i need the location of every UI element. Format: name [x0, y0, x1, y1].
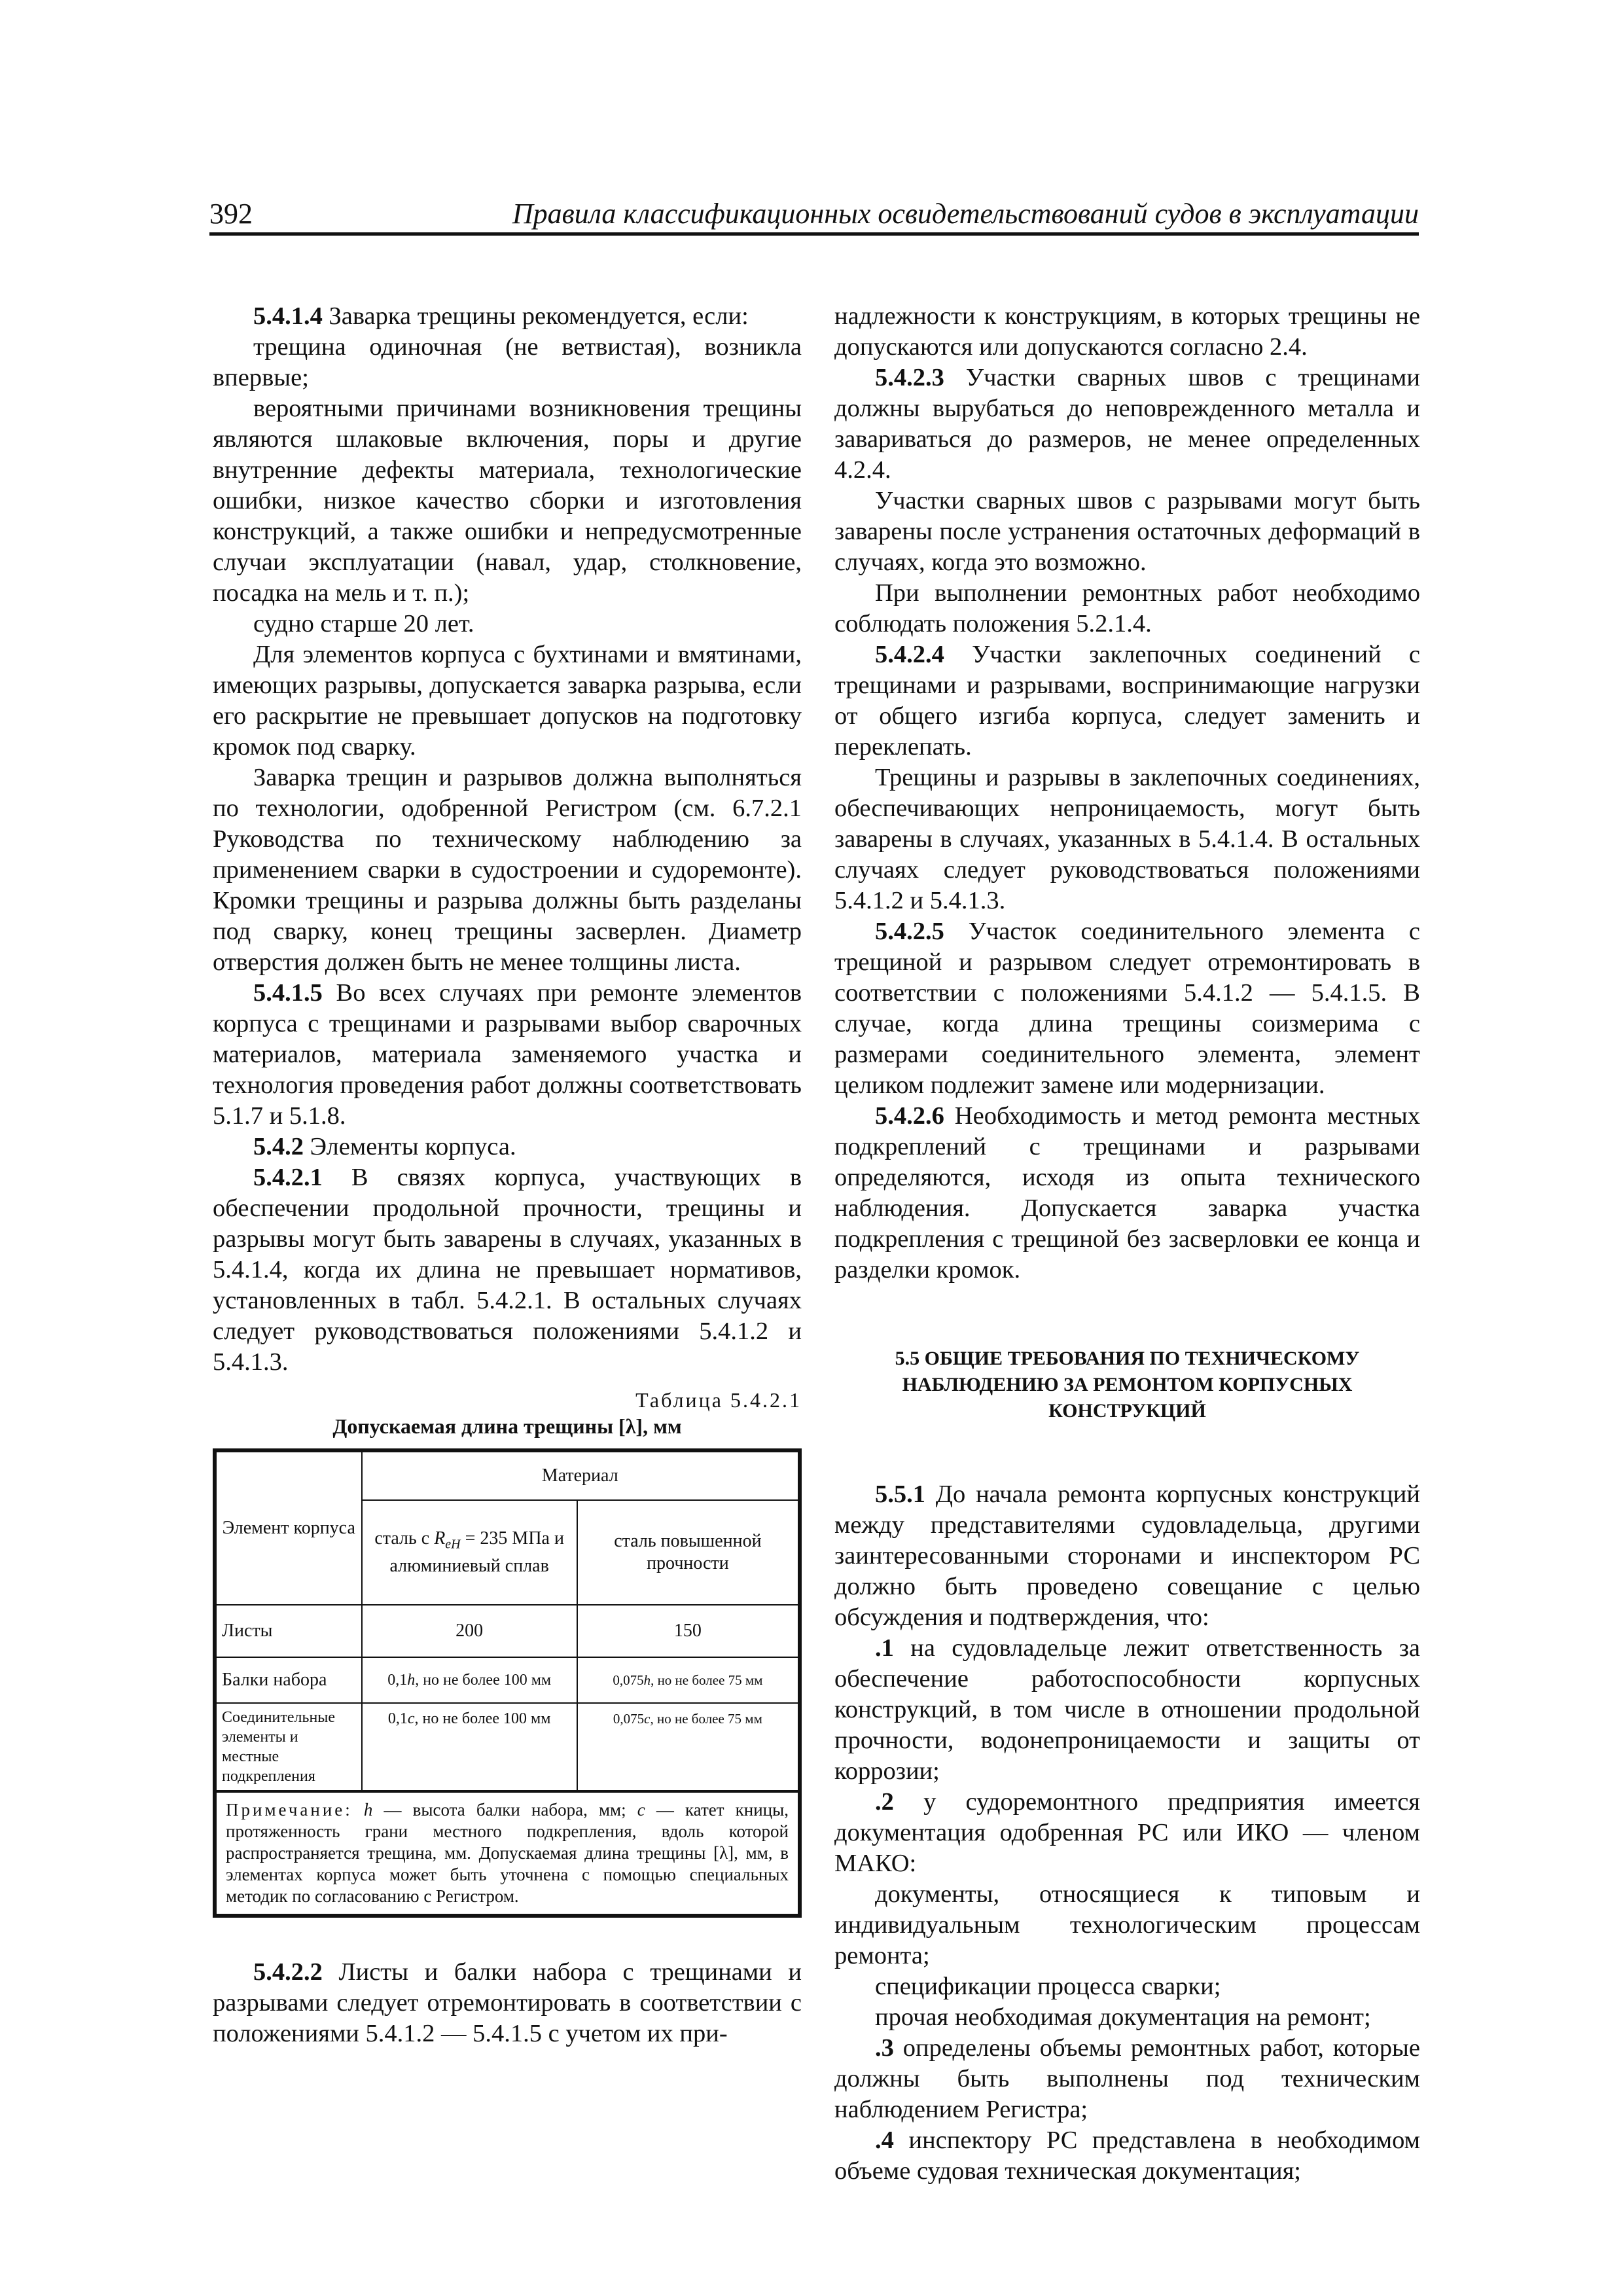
crack-length-table [215, 1451, 799, 1915]
page-header [209, 196, 1419, 236]
clause-number: 5.4.1.5 [253, 979, 323, 1007]
table-row: Листы 200 150 [216, 1605, 798, 1657]
paragraph: прочая необходимая документация на ремонт; [875, 2003, 1371, 2031]
paragraph: вероятными причинами возникновения трещины являются шлаковые включения, поры и другие внутренние дефекты материала, технологические ошибки, низкое качество сборки и изготовления конструкций, а также ошибки и непредусмотренные случаи эксплуатации (навал, удар, столкновение, посадка на мель и т. п.); [213, 395, 802, 607]
paragraph-5-4-2-3: 5.4.2.3 Участки сварных швов с трещинами должны вырубаться до неповрежденного металла и завариваться до размеров, не менее определенных 4.2.4. [834, 364, 1420, 484]
header-steel-normal: сталь с $R_{eH} = 235$ МПа и алюминиевый сплав [362, 1500, 577, 1605]
header-element: Элемент корпуса [216, 1452, 362, 1605]
paragraph: судно старше 20 лет. [253, 610, 474, 637]
table-note: Примечание: h — высота балки набора, мм; c — катет кницы, протяженность грани местного подкрепления, вдоль которой распространяется трещина, мм. Допускаемая длина трещины [λ], мм, в элементах корпуса может быть уточнена с помощью специальных методик по согласованию с Регистром. [216, 1791, 798, 1914]
running-title: Правила классификационных освидетельствований судов в эксплуатации [512, 198, 1419, 230]
paragraph-5-4-2-2: 5.4.2.2 Листы и балки набора с трещинами и разрывами следует отремонтировать в соответствии с положениями 5.4.1.2 — 5.4.1.5 с учетом их при- [213, 1958, 802, 2047]
left-column [213, 301, 802, 2049]
paragraph-5-4-2-6: 5.4.2.6 Необходимость и метод ремонта местных подкреплений с трещинами и разрывами определяются, исходя из опыта технического наблюдения. Допускается заварка участка подкрепления с трещиной без засверловки ее конца и разделки кромок. [834, 1102, 1420, 1283]
list-item: .3 определены объемы ремонтных работ, которые должны быть выполнены под техническим наблюдением Регистра; [834, 2034, 1420, 2123]
paragraph-5-4-2-1: 5.4.2.1 В связях корпуса, участвующих в обеспечении продольной прочности, трещины и разрывы могут быть заварены в случаях, указанных в 5.4.1.4, когда их длина не превышает нормативов, установленных в табл. 5.4.2.1. В остальных случаях следует руководствоваться положениями 5.4.1.2 и 5.4.1.3. [213, 1164, 802, 1376]
paragraph: надлежности к конструкциям, в которых трещины не допускаются или допускаются согласно 2.4. [834, 302, 1420, 361]
paragraph-5-4-2-5: 5.4.2.5 Участок соединительного элемента с трещиной и разрывом следует отремонтировать в соответствии с положениями 5.4.1.2 — 5.4.1.5. В случае, когда длина трещины соизмерима с размерами соединительного элемента, элемент целиком подлежит замене или модернизации. [834, 918, 1420, 1099]
clause-number: 5.4.2.1 [253, 1164, 323, 1191]
section-heading: 5.5 ОБЩИЕ ТРЕБОВАНИЯ ПО ТЕХНИЧЕСКОМУ НАБЛЮДЕНИЮ ЗА РЕМОНТОМ КОРПУСНЫХ КОНСТРУКЦИЙ [895, 1348, 1360, 1422]
clause-number: 5.4.2.4 [875, 641, 944, 668]
clause-number: 5.4.2.3 [875, 364, 944, 391]
clause-number: 5.4.2.6 [875, 1102, 944, 1130]
paragraph-5-5-1: 5.5.1 До начала ремонта корпусных конструкций между представителями судовладельца, другими заинтересованными сторонами и инспектором РС должно быть проведено совещание с целью обсуждения и подтверждения, что: [834, 1480, 1420, 1631]
paragraph: спецификации процесса сварки; [875, 1973, 1221, 2000]
clause-number: 5.4.1.4 [253, 302, 323, 330]
list-item: .4 инспектору РС представлена в необходимом объеме судовая техническая документация; [834, 2126, 1420, 2185]
table-header-row [216, 1452, 798, 1500]
paragraph-5-4-2: 5.4.2 Элементы корпуса. [253, 1133, 516, 1160]
paragraph-5-4-2-4: 5.4.2.4 Участки заклепочных соединений с трещинами и разрывами, воспринимающие нагрузки от общего изгиба корпуса, следует заменить и переклепать. [834, 641, 1420, 761]
table-row: Балки набора 0,1h, но не более 100 мм 0,075h, но не более 75 мм [216, 1657, 798, 1703]
clause-number: 5.5.1 [875, 1480, 925, 1508]
paragraph-5-4-1-5: 5.4.1.5 Во всех случаях при ремонте элементов корпуса с трещинами и разрывами выбор сварочных материалов, материала заменяемого участка и технология проведения работ должны соответствовать 5.1.7 и 5.1.8. [213, 979, 802, 1130]
table-frame [213, 1448, 802, 1918]
paragraph: Для элементов корпуса с бухтинами и вмятинами, имеющих разрывы, допускается заварка разрыва, если его раскрытие не превышает допусков на подготовку кромок под сварку. [213, 641, 802, 761]
clause-number: 5.4.2.5 [875, 918, 944, 945]
paragraph-5-4-1-4: 5.4.1.4 Заварка трещины рекомендуется, если: [253, 302, 749, 330]
list-item: .2 у судоремонтного предприятия имеется документация одобренная РС или ИКО — членом МАКО: [834, 1788, 1420, 1877]
paragraph: документы, относящиеся к типовым и индивидуальным технологическим процессам ремонта; [834, 1880, 1420, 1969]
table-caption: Таблица 5.4.2.1 [635, 1388, 802, 1412]
table-note-row [216, 1791, 798, 1914]
paragraph: трещина одиночная (не ветвистая), возникла впервые; [213, 333, 802, 391]
right-column [834, 301, 1420, 2187]
clause-number: 5.4.2.2 [253, 1958, 323, 1986]
header-rule [209, 232, 1419, 236]
paragraph: Трещины и разрывы в заклепочных соединениях, обеспечивающих непроницаемость, могут быть заварены в случаях, указанных в 5.4.1.4. В остальных случаях следует руководствоваться положениями 5.4.1.2 и 5.4.1.3. [834, 764, 1420, 914]
paragraph: Заварка трещин и разрывов должна выполняться по технологии, одобренной Регистром (см. 6.7.2.1 Руководства по техническому наблюдению за применением сварки в судостроении и судоремонте). Кромки трещины и разрыва должны быть разделаны под сварку, конец трещины засверлен. Диаметр отверстия должен быть не менее толщины листа. [213, 764, 802, 976]
paragraph: При выполнении ремонтных работ необходимо соблюдать положения 5.2.1.4. [834, 579, 1420, 637]
table-title: Допускаемая длина трещины [λ], мм [332, 1414, 682, 1438]
header-steel-high-strength: сталь повышенной прочности [577, 1500, 798, 1605]
list-item: .1 на судовладельце лежит ответственность за обеспечение работоспособности корпусных конструкций, в том числе в отношении продольной прочности, водонепроницаемости и защиты от коррозии; [834, 1634, 1420, 1785]
page-number: 392 [209, 198, 253, 230]
clause-number: 5.4.2 [253, 1133, 304, 1160]
table-row: Соединительные элементы и местные подкрепления 0,1c, но не более 100 мм 0,075c, но не более 75 мм [216, 1703, 798, 1791]
paragraph: Участки сварных швов с разрывами могут быть заварены после устранения остаточных деформаций в случаях, когда это возможно. [834, 487, 1420, 576]
header-material: Материал [362, 1452, 799, 1500]
